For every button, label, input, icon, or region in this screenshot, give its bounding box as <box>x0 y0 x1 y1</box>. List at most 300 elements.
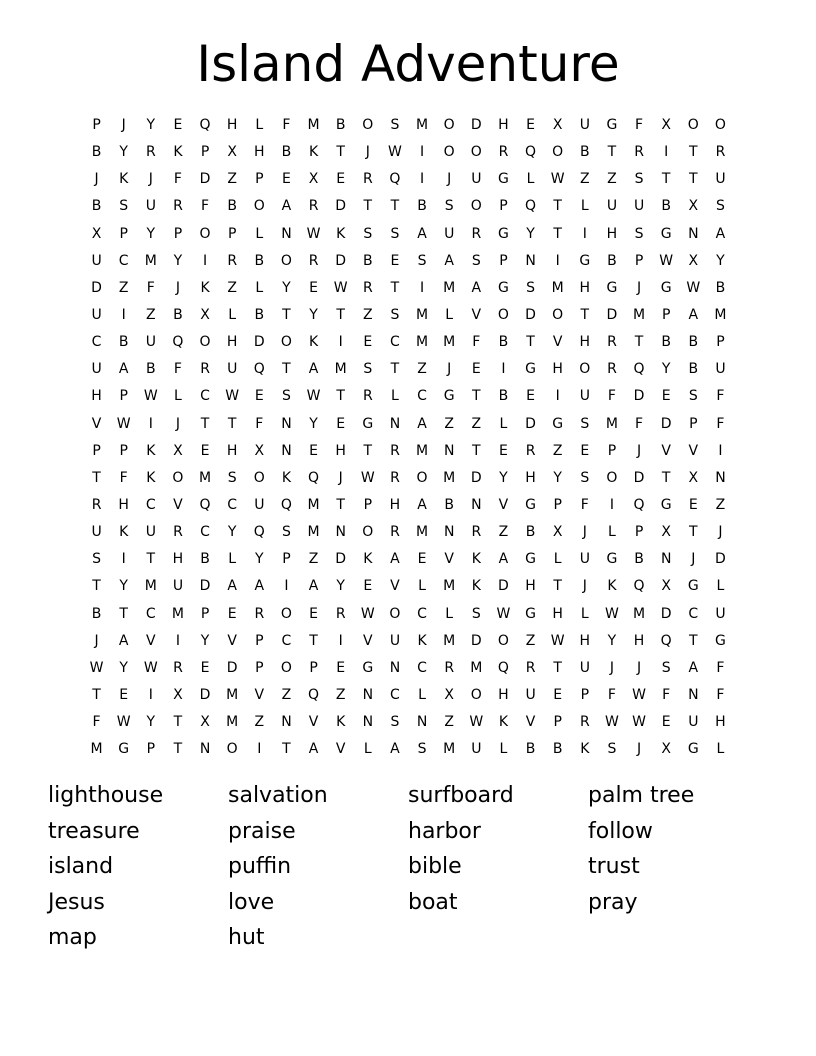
grid-letter: X <box>661 578 671 595</box>
grid-letter: Z <box>363 307 373 324</box>
grid-letter: A <box>390 741 400 758</box>
grid-letter: T <box>689 171 698 188</box>
grid-letter: G <box>660 279 672 296</box>
grid-letter: U <box>145 524 156 541</box>
grid-letter: A <box>498 551 509 568</box>
grid-letter: I <box>582 225 587 242</box>
grid-letter: C <box>390 334 400 351</box>
grid-letter: U <box>606 198 618 215</box>
grid-letter: K <box>471 578 481 595</box>
grid-letter: V <box>91 415 102 432</box>
grid-letter: A <box>417 415 427 432</box>
grid-letter: S <box>390 714 400 731</box>
grid-letter: N <box>199 741 211 758</box>
grid-letter: P <box>255 171 264 188</box>
grid-letter: V <box>335 741 346 758</box>
grid-letter: L <box>716 741 725 758</box>
grid-letter: G <box>660 497 672 514</box>
grid-letter: K <box>200 279 210 296</box>
grid-letter: S <box>417 252 427 269</box>
grid-letter: O <box>226 741 238 758</box>
grid-letter: W <box>605 714 619 731</box>
grid-letter: B <box>254 307 265 324</box>
grid-letter: Y <box>661 361 671 378</box>
grid-letter: T <box>363 198 373 215</box>
grid-letter: M <box>90 741 103 758</box>
grid-letter: Q <box>633 361 645 378</box>
grid-letter: F <box>255 415 264 432</box>
grid-letter: O <box>552 307 564 324</box>
grid-letter: L <box>499 415 508 432</box>
grid-letter: B <box>498 334 509 351</box>
grid-letter: G <box>552 415 564 432</box>
grid-letter: J <box>636 442 642 459</box>
grid-letter: I <box>175 632 180 649</box>
grid-letter: Q <box>199 497 211 514</box>
grid-letter: Y <box>146 714 156 731</box>
grid-letter: U <box>389 632 401 649</box>
grid-letter: Q <box>633 497 645 514</box>
grid-letter: D <box>335 252 347 269</box>
grid-row <box>83 221 734 248</box>
grid-letter: A <box>254 578 265 595</box>
grid-letter: T <box>282 307 291 324</box>
grid-letter: L <box>445 605 454 622</box>
grid-letter: S <box>92 551 101 568</box>
grid-letter: I <box>609 497 614 514</box>
grid-letter: Z <box>118 279 129 296</box>
grid-letter: C <box>281 632 292 649</box>
grid-letter: W <box>550 632 565 649</box>
grid-letter: L <box>255 279 264 296</box>
grid-letter: W <box>306 225 321 242</box>
grid-letter: J <box>94 632 99 649</box>
word-list-item: boat <box>408 889 458 915</box>
grid-letter: L <box>716 578 725 595</box>
grid-letter: P <box>173 225 183 242</box>
grid-letter: P <box>634 524 644 541</box>
grid-letter: P <box>255 659 264 676</box>
grid-letter: D <box>470 469 482 486</box>
grid-letter: H <box>226 334 238 351</box>
grid-letter: P <box>282 551 291 568</box>
grid-letter: W <box>89 659 104 676</box>
grid-letter: R <box>579 714 590 731</box>
grid-letter: E <box>254 388 264 405</box>
grid-letter: X <box>254 442 265 459</box>
grid-letter: P <box>499 252 508 269</box>
grid-letter: P <box>309 659 318 676</box>
grid-letter: S <box>634 225 644 242</box>
grid-row <box>83 166 734 193</box>
grid-letter: R <box>525 442 536 459</box>
grid-letter: Q <box>389 171 401 188</box>
grid-letter: R <box>254 605 265 622</box>
grid-letter: L <box>255 225 264 242</box>
grid-letter: R <box>91 497 102 514</box>
grid-letter: M <box>470 659 483 676</box>
grid-letter: C <box>227 497 238 514</box>
grid-row <box>83 438 734 465</box>
grid-letter: P <box>363 497 373 514</box>
grid-letter: Y <box>146 225 156 242</box>
grid-letter: Q <box>633 578 645 595</box>
grid-letter: Z <box>471 415 482 432</box>
grid-row <box>83 356 734 383</box>
grid-letter: O <box>470 687 482 704</box>
grid-letter: M <box>443 279 456 296</box>
grid-letter: Z <box>417 361 427 378</box>
grid-row <box>83 709 734 736</box>
grid-letter: E <box>119 687 129 704</box>
grid-letter: E <box>661 388 671 405</box>
grid-letter: S <box>715 198 725 215</box>
grid-letter: H <box>606 225 618 242</box>
grid-letter: S <box>363 361 373 378</box>
grid-letter: S <box>471 252 481 269</box>
grid-letter: A <box>118 361 129 378</box>
grid-row <box>83 275 734 302</box>
grid-letter: O <box>497 632 509 649</box>
grid-letter: T <box>472 442 481 459</box>
grid-letter: Q <box>497 659 509 676</box>
grid-letter: A <box>227 578 237 595</box>
grid-letter: L <box>418 578 426 595</box>
grid-letter: B <box>580 144 590 161</box>
grid-letter: Q <box>308 687 320 704</box>
grid-letter: M <box>144 578 157 595</box>
grid-letter: P <box>119 225 128 242</box>
grid-letter: T <box>200 415 210 432</box>
grid-letter: E <box>661 714 671 731</box>
grid-letter: W <box>116 415 131 432</box>
grid-letter: A <box>308 361 319 378</box>
grid-letter: B <box>146 361 156 378</box>
grid-letter: H <box>552 605 563 622</box>
grid-letter: H <box>579 279 591 296</box>
grid-letter: Q <box>525 198 537 215</box>
grid-letter: R <box>173 198 183 215</box>
grid-letter: M <box>226 714 239 731</box>
grid-letter: L <box>228 307 237 324</box>
grid-letter: E <box>336 659 346 676</box>
grid-letter: W <box>469 714 484 731</box>
grid-letter: R <box>145 144 156 161</box>
grid-letter: G <box>498 171 509 188</box>
grid-letter: T <box>336 144 345 161</box>
grid-letter: T <box>689 524 698 541</box>
grid-letter: K <box>607 578 617 595</box>
grid-letter: K <box>146 469 156 486</box>
grid-letter: U <box>715 605 726 622</box>
grid-letter: W <box>360 605 375 622</box>
grid-letter: H <box>633 632 645 649</box>
grid-letter: Y <box>173 252 183 269</box>
grid-letter: E <box>526 388 535 405</box>
grid-letter: M <box>443 741 456 758</box>
grid-letter: J <box>365 144 370 161</box>
grid-letter: B <box>552 741 563 758</box>
grid-letter: Y <box>309 307 318 324</box>
grid-letter: O <box>470 198 482 215</box>
grid-letter: E <box>200 659 210 676</box>
grid-row <box>83 411 734 438</box>
grid-letter: X <box>200 714 210 731</box>
word-list-item: praise <box>228 818 296 844</box>
grid-letter: X <box>444 687 454 704</box>
grid-letter: B <box>335 117 346 134</box>
grid-letter: O <box>280 605 292 622</box>
grid-letter: R <box>308 198 319 215</box>
grid-letter: Y <box>200 632 210 649</box>
grid-letter: F <box>635 415 644 432</box>
grid-letter: V <box>552 334 563 351</box>
grid-letter: I <box>419 171 425 188</box>
grid-letter: R <box>227 252 238 269</box>
grid-letter: R <box>390 442 400 459</box>
grid-letter: L <box>363 741 372 758</box>
grid-letter: U <box>525 687 536 704</box>
grid-letter: L <box>499 741 508 758</box>
grid-letter: S <box>634 171 644 188</box>
grid-letter: O <box>470 144 482 161</box>
grid-letter: T <box>472 388 481 405</box>
grid-letter: S <box>661 659 671 676</box>
grid-letter: X <box>552 117 563 134</box>
word-list-item: pray <box>588 889 638 915</box>
grid-letter: T <box>553 659 562 676</box>
grid-letter: S <box>390 307 400 324</box>
grid-letter: I <box>284 578 289 595</box>
grid-letter: Z <box>607 171 617 188</box>
grid-letter: Y <box>119 144 128 161</box>
grid-letter: K <box>146 442 156 459</box>
grid-letter: P <box>92 117 101 134</box>
grid-letter: M <box>307 497 320 514</box>
grid-letter: X <box>200 307 210 324</box>
grid-letter: B <box>281 144 292 161</box>
grid-letter: A <box>118 632 129 649</box>
grid-letter: D <box>470 117 482 134</box>
grid-letter: V <box>173 497 183 514</box>
grid-letter: M <box>171 605 184 622</box>
grid-letter: I <box>338 334 343 351</box>
grid-letter: C <box>417 388 427 405</box>
word-list <box>48 780 768 958</box>
grid-letter: U <box>145 334 156 351</box>
grid-letter: T <box>580 307 590 324</box>
grid-letter: Y <box>499 469 508 486</box>
grid-letter: D <box>525 307 536 324</box>
grid-letter: M <box>605 415 618 432</box>
grid-letter: E <box>688 497 698 514</box>
grid-letter: X <box>661 524 671 541</box>
grid-letter: Y <box>119 659 128 676</box>
grid-letter: E <box>471 361 481 378</box>
grid-letter: N <box>281 415 292 432</box>
grid-letter: N <box>389 415 401 432</box>
grid-letter: L <box>580 198 589 215</box>
grid-letter: A <box>471 279 482 296</box>
grid-letter: G <box>525 497 536 514</box>
grid-letter: X <box>173 687 183 704</box>
grid-letter: F <box>716 659 725 676</box>
grid-letter: G <box>606 279 618 296</box>
grid-letter: X <box>227 144 237 161</box>
grid-letter: C <box>91 334 102 351</box>
grid-letter: V <box>525 714 536 731</box>
grid-letter: Z <box>335 687 346 704</box>
grid-letter: K <box>308 334 319 351</box>
grid-letter: C <box>200 388 210 405</box>
grid-letter: T <box>119 605 128 622</box>
grid-letter: J <box>175 415 180 432</box>
grid-letter: E <box>580 442 590 459</box>
grid-letter: Z <box>146 307 156 324</box>
grid-letter: G <box>498 225 509 242</box>
grid-letter: R <box>390 524 400 541</box>
grid-letter: O <box>579 361 591 378</box>
grid-letter: O <box>552 144 564 161</box>
grid-letter: I <box>718 442 723 459</box>
grid-letter: D <box>606 307 618 324</box>
grid-letter: V <box>227 632 237 649</box>
grid-letter: E <box>227 605 237 622</box>
grid-letter: O <box>389 605 401 622</box>
grid-letter: L <box>391 388 399 405</box>
grid-letter: H <box>498 117 509 134</box>
grid-letter: G <box>362 415 374 432</box>
grid-letter: T <box>282 361 291 378</box>
grid-letter: O <box>362 117 374 134</box>
grid-letter: T <box>390 361 400 378</box>
grid-letter: X <box>688 252 699 269</box>
grid-letter: U <box>579 388 590 405</box>
grid-letter: W <box>496 605 511 622</box>
grid-letter: W <box>632 687 646 704</box>
grid-letter: X <box>308 171 319 188</box>
grid-letter: V <box>390 578 400 595</box>
grid-letter: N <box>335 524 346 541</box>
grid-letter: W <box>306 388 321 405</box>
grid-letter: X <box>688 469 699 486</box>
grid-letter: P <box>553 714 562 731</box>
grid-letter: R <box>471 225 482 242</box>
grid-letter: V <box>661 442 671 459</box>
grid-letter: S <box>281 388 291 405</box>
grid-letter: V <box>688 442 699 459</box>
grid-letter: P <box>200 605 210 622</box>
grid-letter: M <box>633 605 646 622</box>
grid-letter: U <box>444 225 455 242</box>
word-list-item: love <box>228 889 275 915</box>
grid-letter: O <box>497 307 509 324</box>
grid-letter: J <box>447 361 452 378</box>
grid-letter: M <box>307 524 320 541</box>
grid-letter: K <box>498 714 509 731</box>
grid-letter: I <box>555 388 560 405</box>
grid-letter: D <box>253 334 265 351</box>
word-list-item: harbor <box>408 818 481 844</box>
grid-letter: K <box>119 524 129 541</box>
grid-letter: G <box>118 741 130 758</box>
grid-letter: P <box>119 388 128 405</box>
grid-letter: A <box>417 497 427 514</box>
grid-row <box>83 519 734 546</box>
grid-letter: Z <box>281 687 292 704</box>
grid-letter: O <box>443 117 455 134</box>
grid-letter: Q <box>199 117 211 134</box>
grid-letter: B <box>525 741 536 758</box>
grid-letter: H <box>715 714 726 731</box>
grid-letter: J <box>582 578 587 595</box>
grid-letter: B <box>200 551 210 568</box>
word-list-item: salvation <box>228 783 328 808</box>
word-list-item: hut <box>228 925 265 951</box>
grid-letter: U <box>91 524 102 541</box>
word-list-item: treasure <box>48 818 140 844</box>
grid-letter: T <box>689 144 698 161</box>
grid-letter: T <box>227 415 237 432</box>
grid-letter: N <box>715 469 726 486</box>
grid-letter: J <box>175 279 180 296</box>
word-list-item: trust <box>588 854 640 880</box>
grid-letter: N <box>660 551 672 568</box>
grid-letter: A <box>688 307 699 324</box>
grid-letter: X <box>688 198 699 215</box>
grid-letter: P <box>255 632 264 649</box>
grid-letter: H <box>118 497 129 514</box>
puzzle-title: Island Adventure <box>196 35 620 93</box>
word-list-item: surfboard <box>408 783 514 808</box>
grid-letter: G <box>525 551 536 568</box>
grid-letter: R <box>362 279 373 296</box>
grid-letter: J <box>636 279 642 296</box>
grid-letter: D <box>335 551 347 568</box>
grid-letter: C <box>688 605 699 622</box>
grid-letter: L <box>608 524 616 541</box>
grid-letter: A <box>444 252 454 269</box>
grid-letter: V <box>498 497 509 514</box>
grid-letter: P <box>661 307 671 324</box>
grid-letter: T <box>173 741 183 758</box>
grid-letter: Y <box>282 279 291 296</box>
grid-letter: S <box>363 225 373 242</box>
grid-letter: G <box>715 632 726 649</box>
grid-letter: M <box>226 687 239 704</box>
grid-letter: B <box>715 279 726 296</box>
grid-letter: T <box>553 578 562 595</box>
grid-letter: P <box>146 741 156 758</box>
grid-letter: I <box>148 415 153 432</box>
grid-letter: S <box>471 605 481 622</box>
grid-letter: D <box>226 659 238 676</box>
grid-letter: E <box>363 334 373 351</box>
grid-letter: E <box>526 117 535 134</box>
grid-letter: E <box>499 442 508 459</box>
grid-letter: G <box>525 361 536 378</box>
grid-letter: Z <box>444 714 454 731</box>
grid-letter: X <box>552 524 563 541</box>
grid-letter: T <box>92 469 101 486</box>
grid-letter: U <box>633 198 645 215</box>
grid-letter: M <box>551 279 564 296</box>
grid-letter: Y <box>607 632 617 649</box>
grid-letter: M <box>334 361 347 378</box>
grid-letter: M <box>416 117 429 134</box>
grid-letter: U <box>688 714 699 731</box>
grid-letter: U <box>91 252 102 269</box>
